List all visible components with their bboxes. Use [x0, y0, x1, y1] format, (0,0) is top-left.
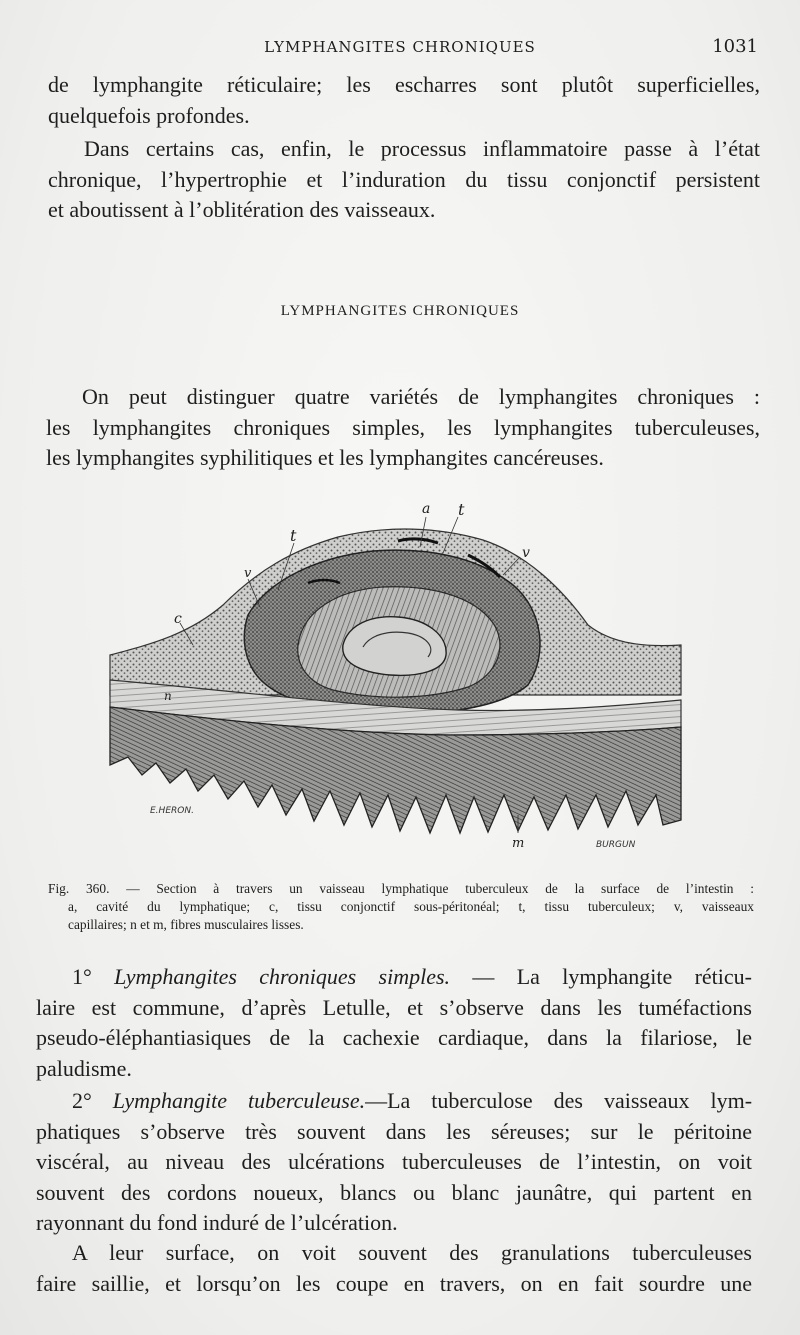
text-line: On peut distinguer quatre variétés de lymphangites chroniques :: [82, 384, 760, 409]
text-line: chronique, l’hypertrophie et l’induration du tissu conjonctif persistent: [48, 166, 760, 192]
engraver-signature-left: E.HERON.: [150, 806, 194, 816]
engraver-signature-right: BURGUN: [596, 840, 636, 850]
text-line: quelquefois profondes.: [48, 102, 250, 128]
histology-figure: [108, 495, 683, 855]
caption-line: a, cavité du lymphatique; c, tissu conjonctif sous-péritonéal; t, tissu tuberculeux; v, vaisseaux: [68, 899, 754, 914]
running-title: LYMPHANGITES CHRONIQUES: [264, 38, 536, 56]
section-simple: [36, 962, 752, 1084]
running-head: [40, 36, 760, 60]
text-line: rayonnant du fond induré de l’ulcération.: [36, 1210, 398, 1235]
section-title: Lymphangite tuberculeuse.: [112, 1088, 366, 1113]
section-title: Lymphangites chroniques simples.: [114, 964, 451, 989]
text-line: souvent des cordons noueux, blancs ou blanc jaunâtre, qui partent en: [36, 1179, 752, 1205]
label-v: v: [522, 545, 530, 561]
text-line: Dans certains cas, enfin, le processus inflammatoire passe à l’état: [84, 136, 760, 161]
text-line: viscéral, au niveau des ulcérations tuberculeuses de l’intestin, on voit: [36, 1149, 752, 1174]
figure-engraving: [108, 495, 683, 855]
intro-paragraph: [48, 70, 760, 131]
section-heading: LYMPHANGITES CHRONIQUES: [280, 303, 520, 319]
label-a: a: [422, 501, 431, 517]
label-v-left: v: [244, 566, 252, 581]
caption-line: Fig. 360. — Section à travers un vaisseau lymphatique tuberculeux de la surface de l’intestin :: [48, 881, 754, 896]
text-line: phatiques s’observe très souvent dans les séreuses; sur le péritoine: [36, 1118, 752, 1144]
paragraph-chronic-state: [48, 134, 760, 226]
label-t-top: t: [458, 500, 465, 519]
text-line: pseudo-éléphantiasiques de la cachexie cardiaque, dans la filariose, le: [36, 1025, 752, 1050]
page-number: 1031: [712, 36, 758, 57]
section-heading-line: [36, 962, 752, 993]
section-tuberculous: [36, 1086, 752, 1239]
figure-caption: [48, 880, 754, 934]
text-line: les lymphangites chroniques simples, les lymphangites tuberculeuses,: [46, 414, 760, 440]
text-line: A leur surface, on voit souvent des granulations tuberculeuses: [72, 1240, 752, 1265]
text-fragment: — La lymphangite réticu-: [450, 964, 752, 989]
section-number: 1°: [72, 964, 92, 989]
text-line: et aboutissent à l’oblitération des vaisseaux.: [48, 197, 436, 222]
paragraph-varieties: [46, 382, 760, 474]
section-heading-line: [36, 1086, 752, 1117]
text-fragment: —La tuberculose des vaisseaux lym-: [365, 1088, 753, 1113]
caption-line: capillaires; n et m, fibres musculaires lisses.: [68, 917, 304, 932]
paragraph-granulations: [36, 1238, 752, 1299]
text-line: de lymphangite réticulaire; les escharres sont plutôt superficielles,: [48, 72, 760, 97]
text-line: faire saillie, et lorsqu’on les coupe en travers, on en fait sourdre une: [36, 1270, 752, 1296]
text-line: les lymphangites syphilitiques et les lymphangites cancéreuses.: [46, 445, 604, 470]
text-line: laire est commune, d’après Letulle, et s’observe dans les tuméfactions: [36, 994, 752, 1020]
text-line: paludisme.: [36, 1055, 132, 1081]
section-number: 2°: [72, 1088, 92, 1113]
label-c: c: [174, 611, 182, 627]
label-m: m: [512, 836, 525, 851]
label-n: n: [164, 689, 172, 703]
label-t-left: t: [290, 526, 297, 545]
